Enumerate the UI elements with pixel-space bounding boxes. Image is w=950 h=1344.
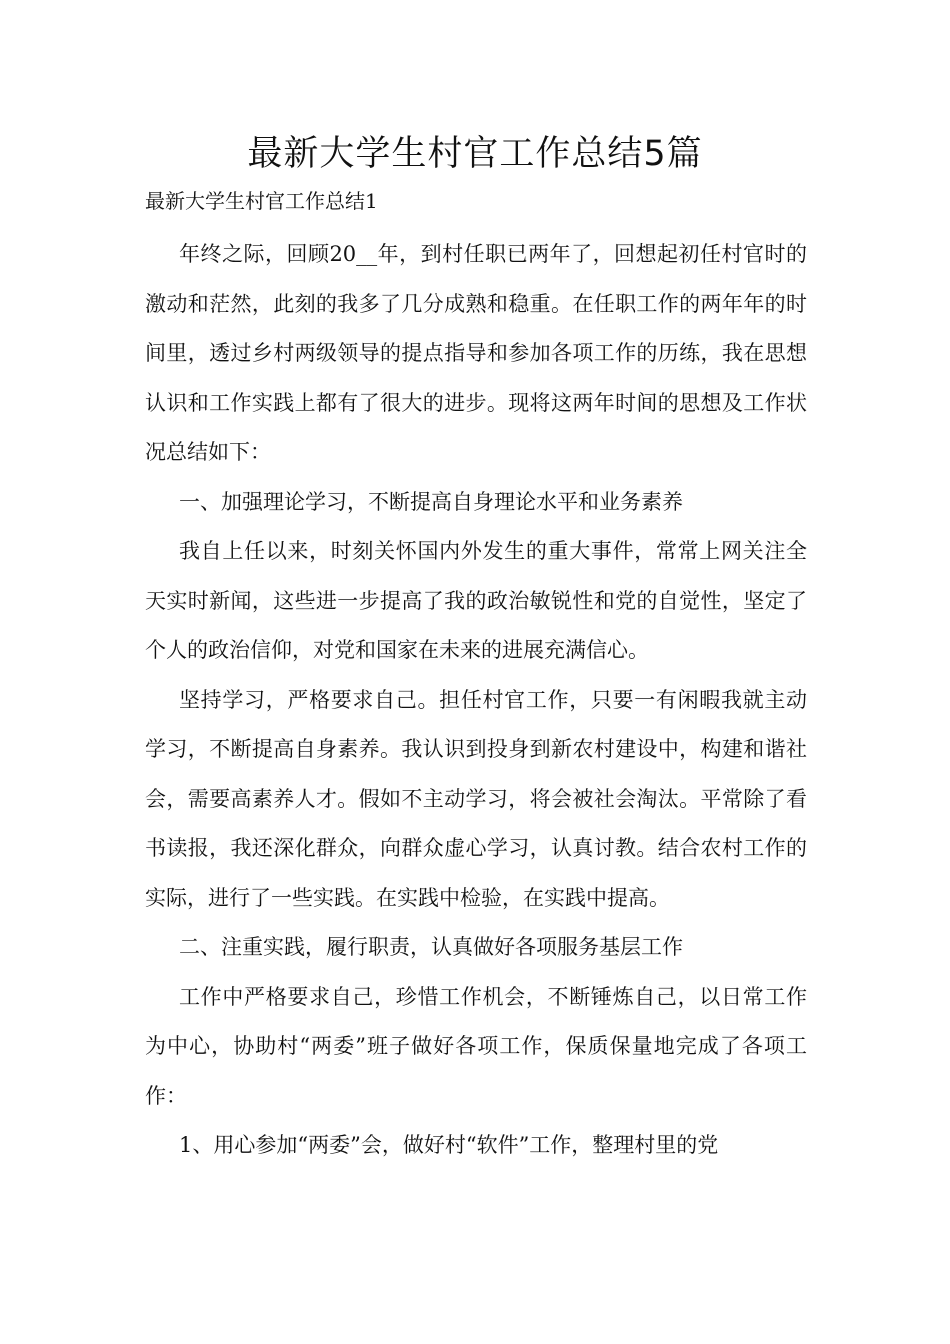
heading-section-one: 一、加强理论学习，不断提高自身理论水平和业务素养 xyxy=(179,489,683,514)
paragraph-self-discipline: 坚持学习，严格要求自己。担任村官工作，只要一有闲暇我就主动学习，不断提高自身素养。我认识到投身到新农村建设中，构建和谐社会，需要高素养人才。假如不主动学习，将会被社会淘汰。平常除了看书读报，我还深化群众，向群众虚心学习，认真讨教。结合农村工作的实际，进行了一些实践。在实践中检验，在实践中提高。 xyxy=(145,687,807,910)
document-body xyxy=(145,230,807,1171)
paragraph-learning: 我自上任以来，时刻关怀国内外发生的重大事件，常常上网关注全天实时新闻，这些进一步提高了我的政治敏锐性和党的自觉性，坚定了个人的政治信仰，对党和国家在未来的进展充满信心。 xyxy=(145,539,807,662)
document-title: 最新大学生村官工作总结5篇 xyxy=(247,134,703,174)
section-subtitle: 最新大学生村官工作总结1 xyxy=(145,189,378,213)
paragraph-work: 工作中严格要求自己，珍惜工作机会，不断锤炼自己，以日常工作为中心，协助村“两委”班子做好各项工作，保质保量地完成了各项工作： xyxy=(145,984,807,1108)
paragraph-item-one: 1、用心参加“两委”会，做好村“软件”工作，整理村里的党 xyxy=(179,1133,719,1157)
heading-section-two: 二、注重实践，履行职责，认真做好各项服务基层工作 xyxy=(179,935,683,959)
paragraph-intro: 年终之际，回顾20__年，到村任职已两年了，回想起初任村官时的激动和茫然，此刻的我多了几分成熟和稳重。在任职工作的两年年的时间里，透过乡村两级领导的提点指导和参加各项工作的历练，我在思想认识和工作实践上都有了很大的进步。现将这两年时间的思想及工作状况总结如下： xyxy=(145,242,807,464)
